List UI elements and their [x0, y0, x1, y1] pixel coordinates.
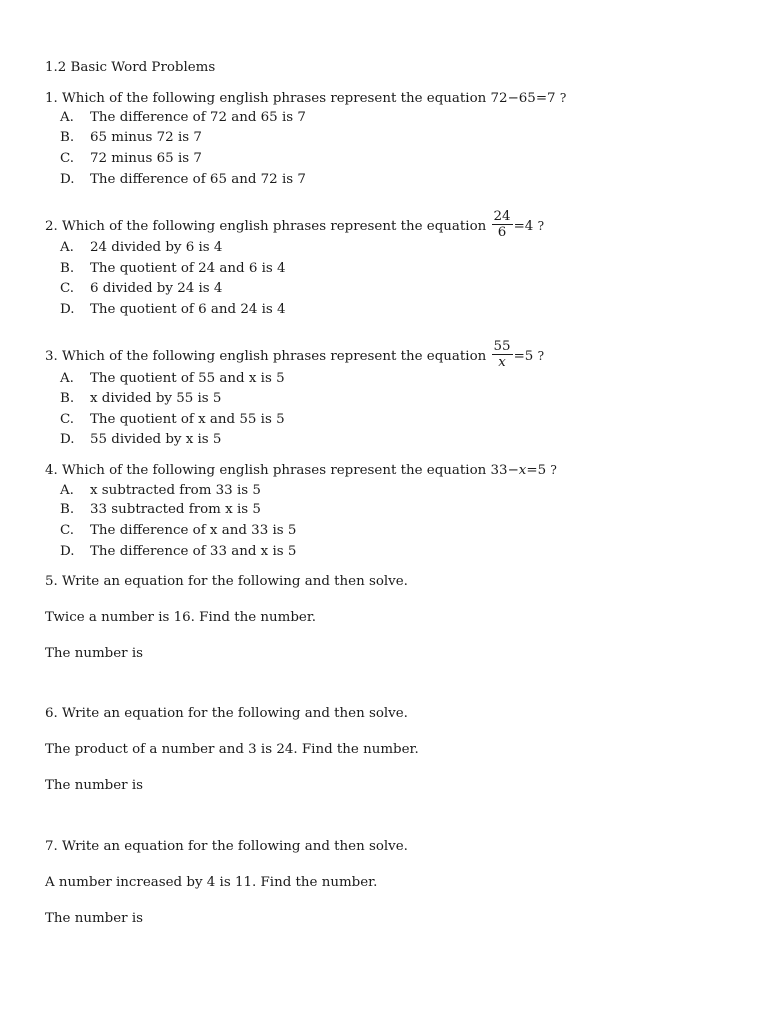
option-text: 33 subtracted from x is 5: [90, 502, 261, 517]
option-letter: D.: [60, 432, 75, 447]
fraction-numerator: 55: [493, 339, 511, 354]
option-text: The difference of 72 and 65 is 7: [90, 110, 306, 125]
question-5-instruction: 5. Write an equation for the following and then solve.: [45, 574, 408, 589]
q4-option-a[interactable]: [60, 483, 460, 499]
question-7-answer-label: The number is: [45, 911, 143, 926]
page-title: 1.2 Basic Word Problems: [45, 60, 216, 75]
q3-option-b[interactable]: [60, 391, 460, 407]
option-letter: D.: [60, 302, 75, 317]
question-6-problem: The product of a number and 3 is 24. Find the number.: [45, 742, 419, 757]
option-text: The difference of 33 and x is 5: [90, 544, 297, 559]
option-text: 55 divided by x is 5: [90, 432, 222, 447]
q1-option-c[interactable]: [60, 151, 460, 167]
fraction-denominator: 6: [497, 225, 507, 240]
question-1-prompt-line: [45, 90, 566, 107]
option-letter: C.: [60, 281, 75, 296]
question-4-prompt-line: [45, 462, 557, 479]
option-text: 24 divided by 6 is 4: [90, 240, 223, 255]
question-4-prompt: 4. Which of the following english phrases represent the equation: [45, 463, 487, 478]
variable-x: x: [498, 355, 506, 370]
equation-right: =5: [526, 463, 547, 478]
q2-option-b[interactable]: [60, 261, 460, 277]
question-6-instruction: 6. Write an equation for the following and then solve.: [45, 706, 408, 721]
option-text: The quotient of 6 and 24 is 4: [90, 302, 286, 317]
option-letter: A.: [60, 371, 74, 386]
q4-option-b[interactable]: [60, 502, 460, 518]
q3-option-d[interactable]: [60, 432, 460, 448]
option-letter: C.: [60, 151, 75, 166]
option-text: The difference of x and 33 is 5: [90, 523, 297, 538]
question-7-instruction: 7. Write an equation for the following and then solve.: [45, 839, 408, 854]
question-2-fraction: [492, 209, 513, 240]
question-3-prompt: 3. Which of the following english phrases represent the equation: [45, 349, 487, 364]
option-text: 72 minus 65 is 7: [90, 151, 202, 166]
q4-option-d[interactable]: [60, 544, 460, 560]
equation-left: 33−: [490, 463, 519, 478]
q3-option-a[interactable]: [60, 371, 460, 387]
option-letter: A.: [60, 240, 74, 255]
option-letter: B.: [60, 502, 75, 517]
question-1-qmark: ?: [559, 91, 567, 105]
option-letter: B.: [60, 261, 75, 276]
option-text: 65 minus 72 is 7: [90, 130, 202, 145]
variable-x: x: [518, 463, 527, 478]
question-7-problem: A number increased by 4 is 11. Find the number.: [45, 875, 378, 890]
option-letter: C.: [60, 412, 75, 427]
option-letter: A.: [60, 110, 74, 125]
q2-option-a[interactable]: [60, 240, 460, 256]
fraction-denominator: [492, 355, 513, 370]
option-letter: C.: [60, 523, 75, 538]
question-3-fraction: [492, 339, 513, 370]
q1-option-b[interactable]: [60, 130, 460, 146]
question-2-prompt: 2. Which of the following english phrases represent the equation: [45, 219, 487, 234]
question-2-qmark: ?: [537, 219, 545, 233]
question-2-prompt-line: [45, 211, 544, 242]
q1-option-a[interactable]: [60, 110, 460, 126]
option-letter: D.: [60, 172, 75, 187]
option-text: The quotient of x and 55 is 5: [90, 412, 285, 427]
option-text: The difference of 65 and 72 is 7: [90, 172, 306, 187]
question-1-prompt: 1. Which of the following english phrases represent the equation: [45, 91, 487, 106]
q2-option-c[interactable]: [60, 281, 460, 297]
option-text: The quotient of 24 and 6 is 4: [90, 261, 286, 276]
question-2-rhs: =4: [513, 219, 534, 234]
question-6-answer-label: The number is: [45, 778, 143, 793]
question-3-rhs: =5: [513, 349, 534, 364]
option-letter: D.: [60, 544, 75, 559]
q1-option-d[interactable]: [60, 172, 460, 188]
option-letter: B.: [60, 130, 75, 145]
option-text: x divided by 55 is 5: [90, 391, 222, 406]
q4-option-c[interactable]: [60, 523, 460, 539]
fraction-numerator: 24: [493, 209, 511, 224]
option-letter: A.: [60, 483, 74, 498]
option-letter: B.: [60, 391, 75, 406]
question-4-equation: [491, 463, 547, 478]
option-text: 6 divided by 24 is 4: [90, 281, 223, 296]
question-4-qmark: ?: [550, 463, 557, 477]
question-5-answer-label: The number is: [45, 646, 143, 661]
question-5-problem: Twice a number is 16. Find the number.: [45, 610, 317, 625]
q2-option-d[interactable]: [60, 302, 460, 318]
q3-option-c[interactable]: [60, 412, 460, 428]
option-text: The quotient of 55 and x is 5: [90, 371, 285, 386]
option-text: x subtracted from 33 is 5: [90, 483, 261, 498]
question-1-equation: 72−65=7: [490, 91, 556, 106]
question-3-qmark: ?: [537, 349, 545, 363]
question-3-prompt-line: [45, 341, 544, 372]
